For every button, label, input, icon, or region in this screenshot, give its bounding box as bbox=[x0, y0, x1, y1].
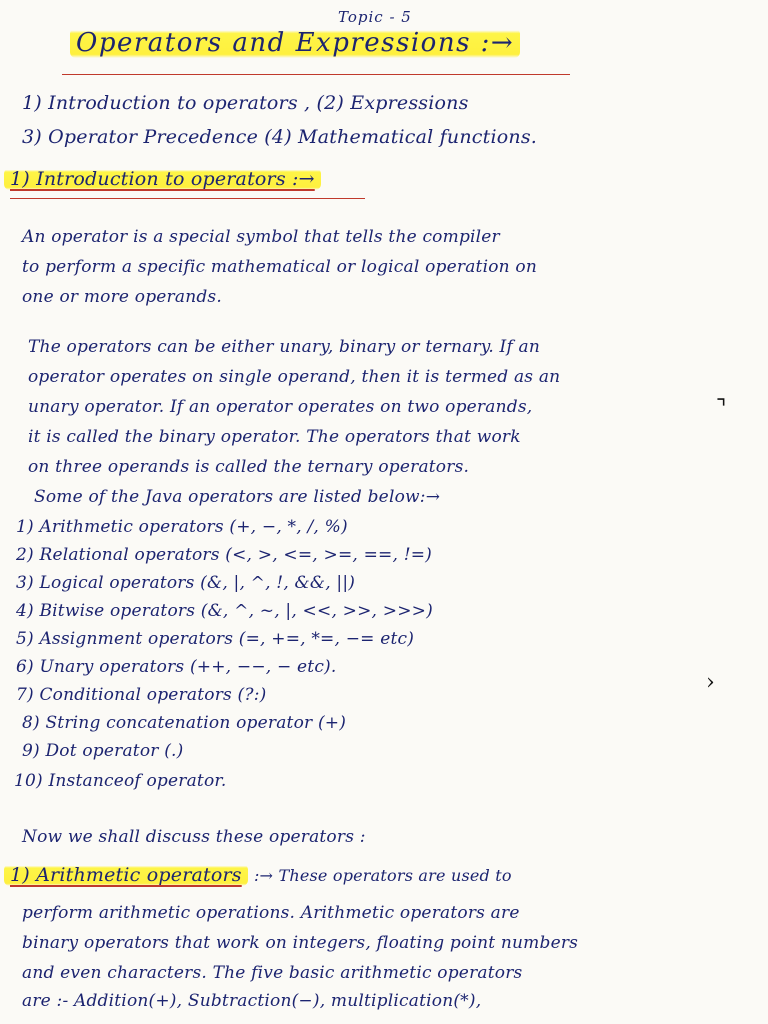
list-intro: Some of the Java operators are listed below:→ bbox=[34, 487, 441, 507]
para2-line-2: operator operates on single operand, then it is termed as an bbox=[28, 367, 561, 387]
list-item: 10) Instanceof operator. bbox=[14, 771, 227, 791]
arith-line-2: binary operators that work on integers, floating point numbers bbox=[22, 933, 579, 953]
list-item: 1) Arithmetic operators (+, −, *, /, %) bbox=[16, 517, 348, 537]
contents-line-2: 3) Operator Precedence (4) Mathematical functions. bbox=[22, 126, 538, 148]
page-title bbox=[70, 26, 520, 60]
page-title-text: Operators and Expressions :→ bbox=[70, 28, 520, 58]
para2-line-3: unary operator. If an operator operates on two operands, bbox=[28, 397, 533, 417]
list-item: 7) Conditional operators (?:) bbox=[16, 685, 267, 705]
arith-line-4: are :- Addition(+), Subtraction(−), multiplication(*), bbox=[22, 991, 482, 1011]
margin-tick-mark: ⌝ bbox=[716, 396, 727, 421]
arith-line-1: perform arithmetic operations. Arithmetic operators are bbox=[22, 903, 520, 923]
para1-line-1: An operator is a special symbol that tells the compiler bbox=[22, 227, 500, 247]
list-item: 5) Assignment operators (=, +=, *=, −= etc) bbox=[16, 629, 415, 649]
para1-line-3: one or more operands. bbox=[22, 287, 222, 307]
para2-line-4: it is called the binary operator. The operators that work bbox=[28, 427, 521, 447]
list-item: 9) Dot operator (.) bbox=[22, 741, 184, 761]
section-heading-arithmetic-text: 1) Arithmetic operators bbox=[4, 864, 248, 886]
section-heading-arithmetic bbox=[4, 864, 512, 887]
para2-line-5: on three operands is called the ternary operators. bbox=[28, 457, 470, 477]
transition-line: Now we shall discuss these operators : bbox=[22, 827, 366, 847]
section-heading-introduction-text: 1) Introduction to operators :→ bbox=[4, 168, 321, 190]
section-heading-introduction bbox=[4, 168, 321, 190]
margin-tick-mark: › bbox=[706, 670, 715, 695]
title-underline bbox=[62, 74, 570, 75]
list-item: 6) Unary operators (++, −−, − etc). bbox=[16, 657, 337, 677]
list-item: 8) String concatenation operator (+) bbox=[22, 713, 347, 733]
list-item: 2) Relational operators (<, >, <=, >=, ==, !=) bbox=[16, 545, 433, 565]
para2-line-1: The operators can be either unary, binary or ternary. If an bbox=[28, 337, 541, 357]
topic-label: Topic - 5 bbox=[338, 8, 412, 26]
contents-line-1: 1) Introduction to operators , (2) Expressions bbox=[22, 92, 469, 114]
para1-line-2: to perform a specific mathematical or logical operation on bbox=[22, 257, 537, 277]
section-heading-underline bbox=[10, 198, 365, 199]
list-item: 4) Bitwise operators (&, ^, ~, |, <<, >>, >>>) bbox=[16, 601, 433, 621]
list-item: 3) Logical operators (&, |, ^, !, &&, ||) bbox=[16, 573, 356, 593]
arith-line-3: and even characters. The five basic arithmetic operators bbox=[22, 963, 523, 983]
section-heading-arithmetic-tail: :→ These operators are used to bbox=[253, 866, 512, 885]
